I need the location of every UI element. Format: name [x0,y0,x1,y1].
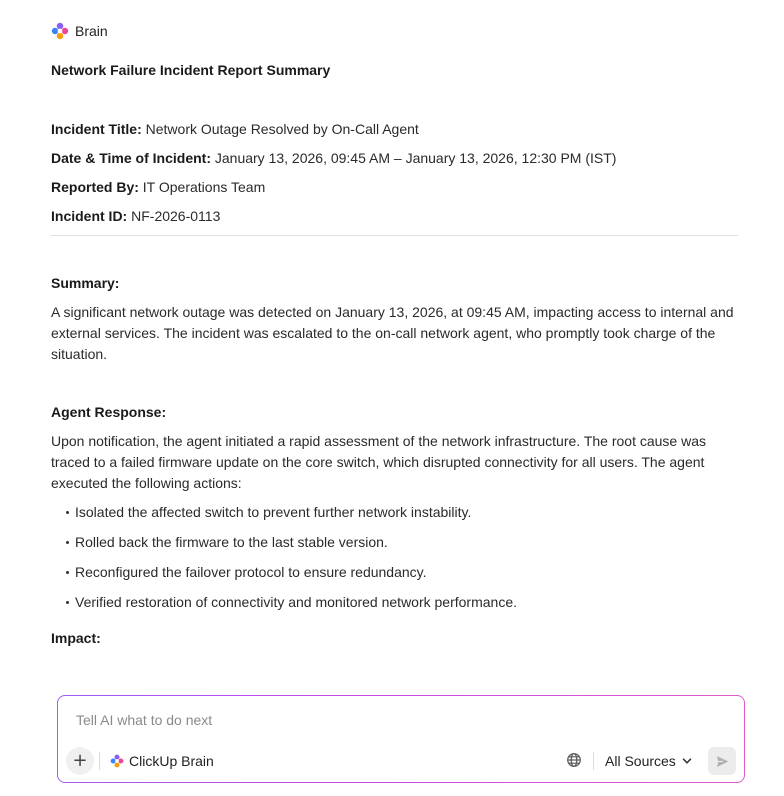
composer-body [58,696,744,782]
meta-label: Date & Time of Incident: [51,150,211,166]
meta-reported-by [51,177,741,198]
plus-icon: + [72,750,88,771]
list-item: Reconfigured the failover protocol to ensure redundancy. [64,562,741,583]
meta-label: Incident Title: [51,121,142,137]
meta-incident-title [51,119,741,140]
meta-value: NF-2026-0113 [131,208,221,224]
meta-label: Incident ID: [51,208,128,224]
send-button[interactable] [708,747,736,775]
meta-date-time [51,148,741,169]
list-item: Verified restoration of connectivity and monitored network performance. [64,592,741,613]
action-list [51,502,741,613]
clickup-brain-label: ClickUp Brain [129,753,214,769]
brain-logo-icon [51,22,69,40]
send-icon [715,754,730,769]
report-meta [51,119,741,227]
brain-title: Brain [75,23,108,39]
list-item: Isolated the affected switch to prevent further network instability. [64,502,741,523]
chevron-down-icon [682,756,692,766]
separator [593,752,594,770]
agent-response-heading: Agent Response: [51,404,167,420]
report-content [51,60,741,649]
report-title: Network Failure Incident Report Summary [51,62,331,78]
meta-label: Reported By: [51,179,139,195]
prompt-input[interactable] [76,710,676,730]
list-item: Rolled back the firmware to the last stable version. [64,532,741,553]
ai-composer [57,695,745,783]
meta-value: January 13, 2026, 09:45 AM – January 13, 2026, 12:30 PM (IST) [214,150,617,166]
meta-value: IT Operations Team [142,179,266,195]
impact-heading: Impact: [51,630,101,646]
summary-heading: Summary: [51,275,120,291]
agent-response-text: Upon notification, the agent initiated a rapid assessment of the network infrastructure. The root cause was traced to a failed firmware update on the core switch, which disrupted connectivity for all users. The agent executed the following actions: [51,433,706,491]
web-search-button[interactable] [566,752,584,770]
brain-header [51,22,108,40]
meta-value: Network Outage Resolved by On-Call Agent [145,121,419,137]
clickup-brain-button[interactable] [110,750,214,772]
all-sources-label: All Sources [605,753,676,769]
meta-incident-id [51,206,741,227]
add-attachment-button[interactable] [66,747,94,775]
all-sources-dropdown[interactable] [605,750,692,772]
brain-logo-icon [110,754,124,768]
globe-icon [566,752,584,768]
summary-text: A significant network outage was detected on January 13, 2026, at 09:45 AM, impacting access to internal and external services. The incident was escalated to the on-call network agent, who promptly took charge of the situation. [51,304,734,362]
divider [50,235,738,236]
separator [99,752,100,770]
